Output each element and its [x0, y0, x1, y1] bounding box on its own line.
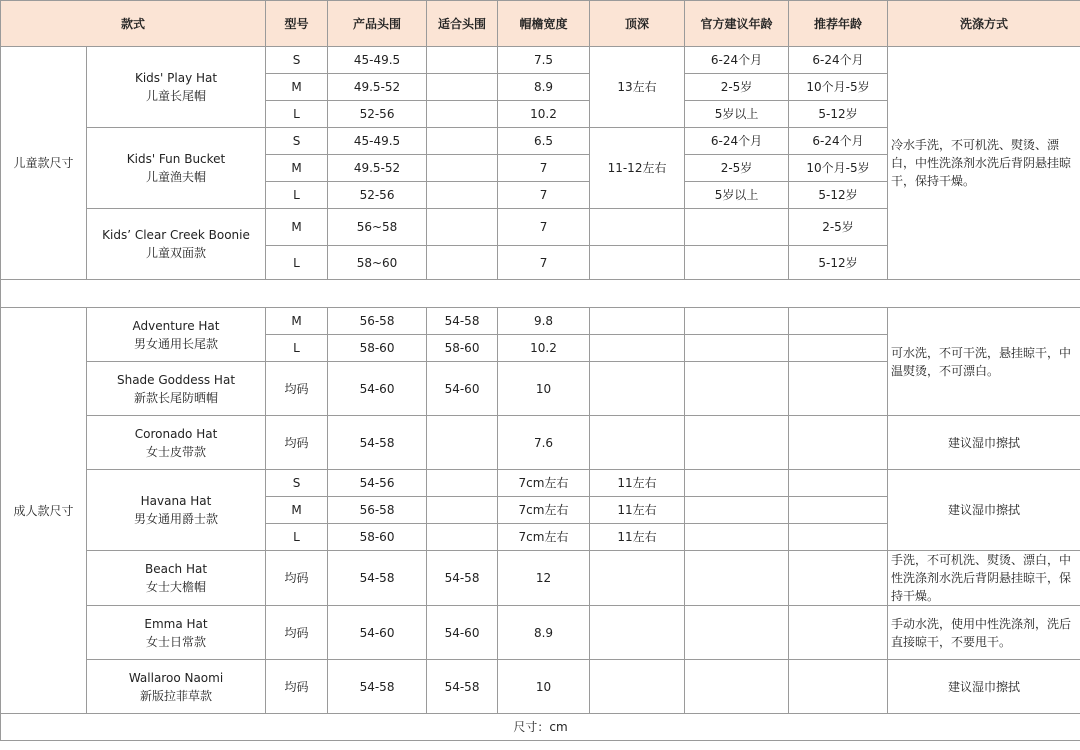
- cell-official-age: 6-24个月: [685, 47, 789, 74]
- cell-depth: [590, 416, 685, 470]
- cell-official-age: 2-5岁: [685, 155, 789, 182]
- product-name-cn: 男女通用爵士款: [134, 512, 219, 526]
- cell-brim: 8.9: [498, 74, 590, 101]
- product-name: [87, 308, 266, 362]
- cell-product-head: 58-60: [328, 524, 427, 551]
- product-name-en: Beach Hat: [144, 562, 208, 576]
- cell-rec-age: [789, 524, 888, 551]
- cell-fit-head: [427, 101, 498, 128]
- cell-brim: 7: [498, 155, 590, 182]
- cell-official-age: [685, 606, 789, 660]
- cell-fit-head: 54-60: [427, 606, 498, 660]
- product-name-cn: 男女通用长尾款: [134, 336, 219, 351]
- cell-depth: 11-12左右: [590, 128, 685, 209]
- product-name-cn: 女士皮带款: [146, 444, 207, 459]
- cell-brim: 9.8: [498, 308, 590, 335]
- cell-product-head: 56~58: [328, 209, 427, 246]
- cell-fit-head: [427, 246, 498, 280]
- cell-brim: 10: [498, 660, 590, 714]
- cell-size: 均码: [266, 606, 328, 660]
- product-name-en: Emma Hat: [144, 616, 208, 631]
- cell-size: L: [266, 246, 328, 280]
- cell-official-age: [685, 497, 789, 524]
- cell-size: M: [266, 209, 328, 246]
- cell-official-age: [685, 335, 789, 362]
- header-official-age: 官方建议年龄: [685, 1, 789, 47]
- header-product-head: 产品头围: [328, 1, 427, 47]
- header-depth: 顶深: [590, 1, 685, 47]
- cell-brim: 7: [498, 182, 590, 209]
- cell-brim: 7: [498, 209, 590, 246]
- cell-official-age: [685, 524, 789, 551]
- product-name-cn: 女士日常款: [146, 634, 207, 649]
- cell-official-age: 5岁以上: [685, 101, 789, 128]
- cell-brim: 7.6: [498, 416, 590, 470]
- cell-product-head: 54-60: [328, 606, 427, 660]
- cell-depth: [590, 335, 685, 362]
- product-name-en: Havana Hat: [140, 494, 212, 508]
- cell-official-age: 2-5岁: [685, 74, 789, 101]
- header-row: [1, 1, 1080, 47]
- cell-rec-age: 5-12岁: [789, 246, 888, 280]
- cell-size: M: [266, 497, 328, 524]
- cell-wash-kids: 冷水手洗，不可机洗、熨烫、漂白，中性洗涤剂水洗后背阴悬挂晾干，保持干燥。: [888, 47, 1080, 280]
- cell-fit-head: [427, 416, 498, 470]
- product-name: [87, 416, 266, 470]
- header-brim: 帽檐宽度: [498, 1, 590, 47]
- cell-product-head: 56-58: [328, 497, 427, 524]
- cell-product-head: 54-56: [328, 470, 427, 497]
- cell-depth: [590, 308, 685, 335]
- cell-rec-age: [789, 308, 888, 335]
- product-name-en: Kids’ Clear Creek Boonie: [102, 228, 250, 242]
- cell-brim: 7: [498, 246, 590, 280]
- header-style: 款式: [1, 1, 266, 47]
- spacer-row: [1, 280, 1080, 308]
- product-name: [87, 470, 266, 551]
- cell-brim: 10: [498, 362, 590, 416]
- product-name-cn: 新版拉菲草款: [140, 688, 213, 703]
- cell-rec-age: [789, 497, 888, 524]
- cell-rec-age: [789, 416, 888, 470]
- cell-brim: 6.5: [498, 128, 590, 155]
- product-name: [87, 209, 266, 280]
- product-name-en: Kids' Play Hat: [134, 71, 218, 85]
- cell-size: 均码: [266, 362, 328, 416]
- cell-official-age: [685, 209, 789, 246]
- cell-official-age: 6-24个月: [685, 128, 789, 155]
- cell-fit-head: [427, 497, 498, 524]
- cell-official-age: [685, 551, 789, 606]
- product-name: [87, 362, 266, 416]
- header-rec-age: 推荐年龄: [789, 1, 888, 47]
- cell-size: S: [266, 47, 328, 74]
- cell-rec-age: [789, 335, 888, 362]
- cell-product-head: 49.5-52: [328, 74, 427, 101]
- product-name: [87, 606, 266, 660]
- product-name-en: Kids' Fun Bucket: [126, 152, 226, 166]
- cell-fit-head: 54-58: [427, 660, 498, 714]
- cell-fit-head: [427, 209, 498, 246]
- cell-fit-head: [427, 74, 498, 101]
- cell-fit-head: 58-60: [427, 335, 498, 362]
- product-name: [87, 47, 266, 128]
- cell-rec-age: [789, 362, 888, 416]
- cell-brim: 8.9: [498, 606, 590, 660]
- cell-rec-age: 5-12岁: [789, 182, 888, 209]
- cell-brim: 7cm左右: [498, 524, 590, 551]
- cell-official-age: [685, 362, 789, 416]
- table-row: [1, 660, 1080, 687]
- cell-depth: 13左右: [590, 47, 685, 128]
- cell-official-age: [685, 416, 789, 470]
- header-wash: 洗涤方式: [888, 1, 1080, 47]
- table-row: [1, 416, 1080, 443]
- cell-official-age: [685, 246, 789, 280]
- cell-rec-age: 2-5岁: [789, 209, 888, 246]
- product-name-cn: 儿童双面款: [146, 246, 207, 260]
- cell-wash-havana: 建议湿巾擦拭: [888, 470, 1080, 551]
- cell-size: S: [266, 470, 328, 497]
- cell-rec-age: [789, 470, 888, 497]
- cell-product-head: 45-49.5: [328, 47, 427, 74]
- cell-rec-age: 6-24个月: [789, 128, 888, 155]
- product-name-cn: 儿童渔夫帽: [146, 170, 207, 184]
- cell-rec-age: 10个月-5岁: [789, 74, 888, 101]
- cell-fit-head: [427, 524, 498, 551]
- cell-brim: 10.2: [498, 335, 590, 362]
- cell-official-age: 5岁以上: [685, 182, 789, 209]
- cell-product-head: 52-56: [328, 101, 427, 128]
- cell-size: M: [266, 74, 328, 101]
- cell-size: 均码: [266, 416, 328, 470]
- product-name-cn: 儿童长尾帽: [146, 89, 207, 103]
- cell-rec-age: 5-12岁: [789, 101, 888, 128]
- table-row: [1, 606, 1080, 633]
- cell-wash-group1: 可水洗，不可干洗，悬挂晾干，中温熨烫，不可漂白。: [888, 308, 1080, 416]
- product-name: [87, 128, 266, 209]
- product-name-en: Shade Goddess Hat: [116, 372, 236, 387]
- cell-brim: 7cm左右: [498, 470, 590, 497]
- cell-fit-head: 54-58: [427, 551, 498, 606]
- cell-rec-age: 6-24个月: [789, 47, 888, 74]
- spacer-cell: [1, 280, 1080, 308]
- footer-unit-note: 尺寸：cm: [1, 714, 1080, 741]
- cell-official-age: [685, 660, 789, 714]
- cell-fit-head: 54-58: [427, 308, 498, 335]
- cell-size: 均码: [266, 551, 328, 606]
- cell-size: S: [266, 128, 328, 155]
- cell-depth: [590, 606, 685, 660]
- cell-product-head: 54-60: [328, 362, 427, 416]
- cell-product-head: 58-60: [328, 335, 427, 362]
- cell-depth: [590, 660, 685, 714]
- table-row: [1, 47, 1080, 74]
- category-adult: 成人款尺寸: [1, 308, 87, 714]
- cell-size: M: [266, 308, 328, 335]
- table-row: [1, 308, 1080, 335]
- table-row: [1, 551, 1080, 579]
- cell-brim: 7cm左右: [498, 497, 590, 524]
- cell-product-head: 54-58: [328, 416, 427, 470]
- product-name-en: Wallaroo Naomi: [128, 670, 224, 685]
- cell-rec-age: [789, 606, 888, 660]
- product-name: [87, 551, 266, 606]
- cell-size: M: [266, 155, 328, 182]
- table-row: [1, 470, 1080, 497]
- cell-product-head: 58~60: [328, 246, 427, 280]
- cell-fit-head: 54-60: [427, 362, 498, 416]
- cell-depth: [590, 246, 685, 280]
- cell-rec-age: [789, 660, 888, 714]
- cell-depth: 11左右: [590, 497, 685, 524]
- cell-official-age: [685, 308, 789, 335]
- cell-product-head: 45-49.5: [328, 128, 427, 155]
- cell-brim: 10.2: [498, 101, 590, 128]
- cell-rec-age: [789, 551, 888, 606]
- product-name-en: Adventure Hat: [132, 318, 220, 333]
- cell-rec-age: 10个月-5岁: [789, 155, 888, 182]
- cell-official-age: [685, 470, 789, 497]
- cell-size: L: [266, 335, 328, 362]
- cell-product-head: 56-58: [328, 308, 427, 335]
- cell-fit-head: [427, 182, 498, 209]
- product-name: [87, 660, 266, 714]
- cell-fit-head: [427, 128, 498, 155]
- cell-size: L: [266, 524, 328, 551]
- cell-depth: [590, 362, 685, 416]
- cell-depth: 11左右: [590, 524, 685, 551]
- cell-size: L: [266, 182, 328, 209]
- product-name-en: Coronado Hat: [134, 426, 218, 441]
- cell-size: 均码: [266, 660, 328, 714]
- cell-fit-head: [427, 155, 498, 182]
- product-name-cn: 女士大檐帽: [146, 580, 207, 594]
- cell-wash-beach: 手洗，不可机洗、熨烫、漂白，中性洗涤剂水洗后背阴悬挂晾干，保持干燥。: [888, 551, 1080, 606]
- category-kids: 儿童款尺寸: [1, 47, 87, 280]
- cell-brim: 7.5: [498, 47, 590, 74]
- cell-fit-head: [427, 470, 498, 497]
- cell-wash-coronado: 建议湿巾擦拭: [888, 416, 1080, 470]
- cell-depth: 11左右: [590, 470, 685, 497]
- header-size: 型号: [266, 1, 328, 47]
- cell-product-head: 54-58: [328, 660, 427, 714]
- header-fit-head: 适合头围: [427, 1, 498, 47]
- product-name-cn: 新款长尾防晒帽: [134, 390, 219, 405]
- cell-size: L: [266, 101, 328, 128]
- cell-product-head: 54-58: [328, 551, 427, 606]
- cell-depth: [590, 209, 685, 246]
- cell-fit-head: [427, 47, 498, 74]
- cell-product-head: 52-56: [328, 182, 427, 209]
- footer-row: [1, 714, 1080, 741]
- cell-product-head: 49.5-52: [328, 155, 427, 182]
- cell-wash-wallaroo: 建议湿巾擦拭: [888, 660, 1080, 714]
- cell-wash-emma: 手动水洗，使用中性洗涤剂，洗后直接晾干，不要甩干。: [888, 606, 1080, 660]
- cell-brim: 12: [498, 551, 590, 606]
- cell-depth: [590, 551, 685, 606]
